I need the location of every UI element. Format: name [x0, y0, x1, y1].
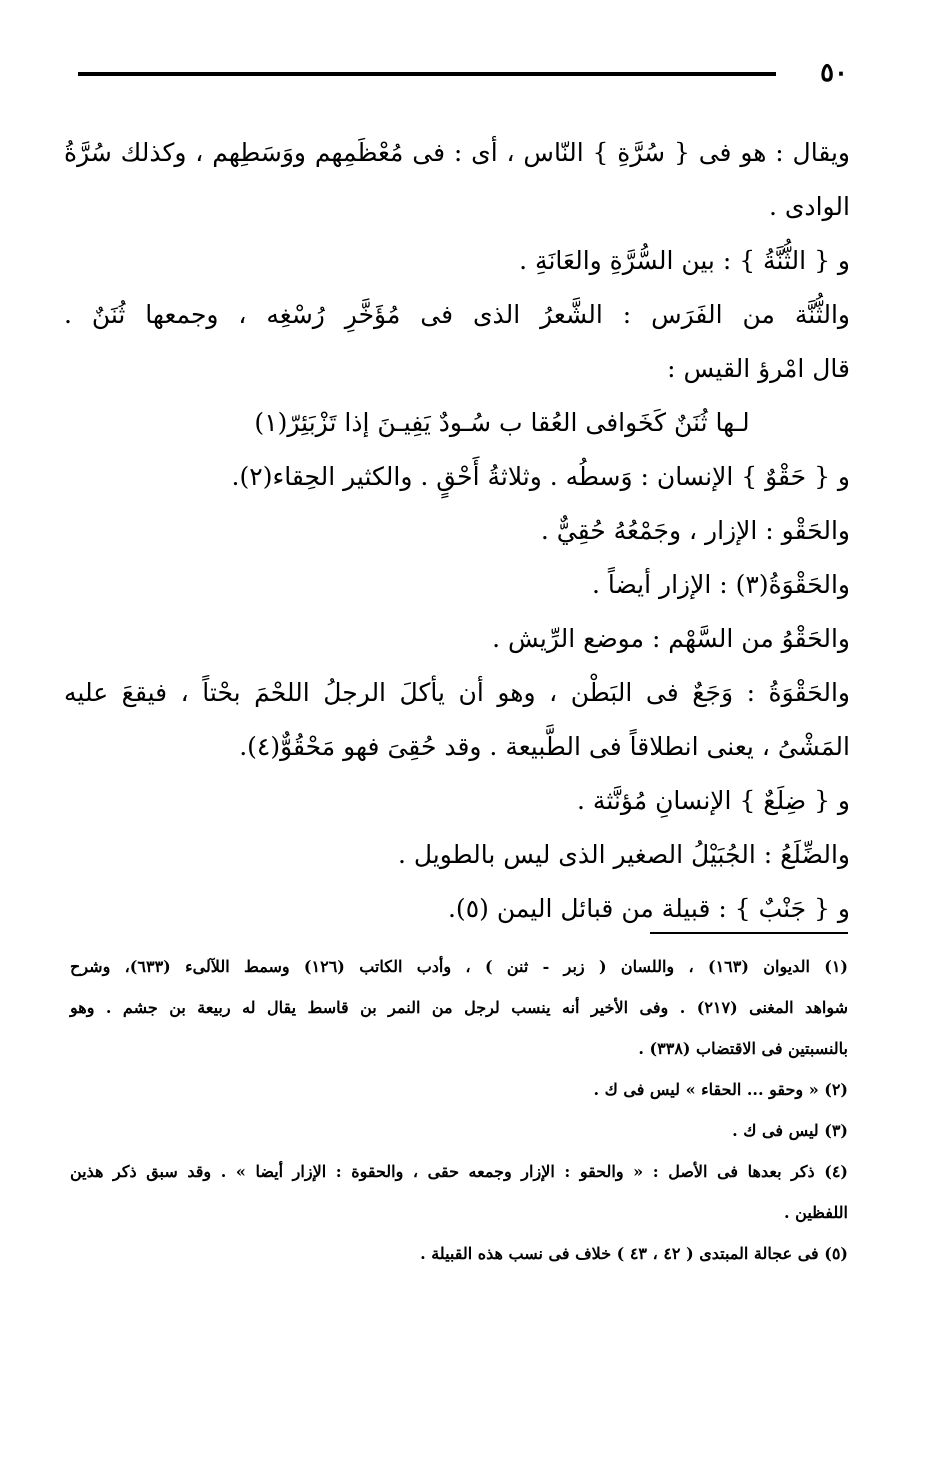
text-line: و { الثُّنَّةُ } : بين السُّرَّةِ والعَانَةِ .: [519, 246, 850, 275]
footnote-line: (١) الديوان (١٦٣) ، واللسان ( زبر - ثنن ) ، وأدب الكاتب (١٢٦) وسمط اللآلىء (٦٣٣)، وشرح: [70, 957, 848, 976]
text-line: و { ضِلَعٌ } الإنسانِ مُؤنَّثة .: [577, 786, 850, 815]
text-line: والضِّلَعُ : الجُبَيْلُ الصغير الذى ليس بالطويل .: [397, 840, 850, 869]
text-line: ويقال : هو فى { سُرَّةِ } النّاس ، أى : فى مُعْظَمِهم ووَسَطِهم ، وكذلك سُرَّةُ: [64, 138, 850, 167]
footnote-line: شواهد المغنى (٢١٧) . وفى الأخير أنه ينسب لرجل من النمر بن قاسط يقال له ربيعة بن جشم . وهو: [70, 998, 849, 1017]
text-line: والحَقْوَةُ : وَجَعٌ فى البَطْن ، وهو أن يأكلَ الرجلُ اللحْمَ بحْتاً ، فيقعَ عليه: [64, 678, 850, 707]
footnote-line: بالنسبتين فى الاقتضاب (٣٣٨) .: [638, 1039, 848, 1058]
text-line: المَشْىُ ، يعنى انطلاقاً فى الطَّبيعة . وقد حُقِىَ فهو مَحْقُوٌّ(٤).: [239, 732, 850, 761]
header-rule: [78, 72, 776, 76]
footnote-separator: [650, 932, 848, 934]
text-line: قال امْرؤ القيس :: [667, 354, 850, 383]
footnotes: [70, 946, 848, 1274]
page-number: ٥٠: [820, 58, 848, 88]
text-line: الوادى .: [768, 192, 850, 221]
poem-verse: لـها ثُنَنٌ كَخَوافى العُقا ب سُـودٌ يَفِيـنَ إذا تَزْبَئِرّ(١): [254, 408, 750, 437]
text-line: و { جَنْبٌ } : قبيلة من قبائل اليمن (٥).: [447, 894, 850, 923]
text-line: والحَقْوَةُ(٣) : الإزار أيضاً .: [591, 570, 850, 599]
footnote-line: (٣) ليس فى ك .: [732, 1121, 848, 1140]
text-line: و { حَقْوٌ } الإنسان : وَسطُه . وثلاثةُ أَحْقٍ . والكثير الحِقاء(٢).: [231, 462, 850, 491]
text-line: والحَقْو : الإزار ، وجَمْعُهُ حُقِيٌّ .: [540, 516, 850, 545]
main-text: [64, 126, 850, 936]
text-line: والثُّنَّة من الفَرَس : الشَّعرُ الذى فى مُؤَخَّرِ رُسْغِه ، وجمعها ثُنَنٌ .: [64, 300, 850, 329]
footnote-line: (٥) فى عجالة المبتدى ( ٤٢ ، ٤٣ ) خلاف فى نسب هذه القبيلة .: [420, 1244, 848, 1263]
footnote-line: (٢) « وحقو ... الحقاء » ليس فى ك .: [593, 1080, 848, 1099]
footnote-line: اللفظين .: [784, 1203, 848, 1222]
footnote-line: (٤) ذكر بعدها فى الأصل : « والحقو : الإزار وجمعه حقى ، والحقوة : الإزار أيضا » . وقد سبق ذكر هذين: [70, 1162, 848, 1181]
text-line: والحَقْوُ من السَّهْم : موضع الرِّيش .: [492, 624, 850, 653]
